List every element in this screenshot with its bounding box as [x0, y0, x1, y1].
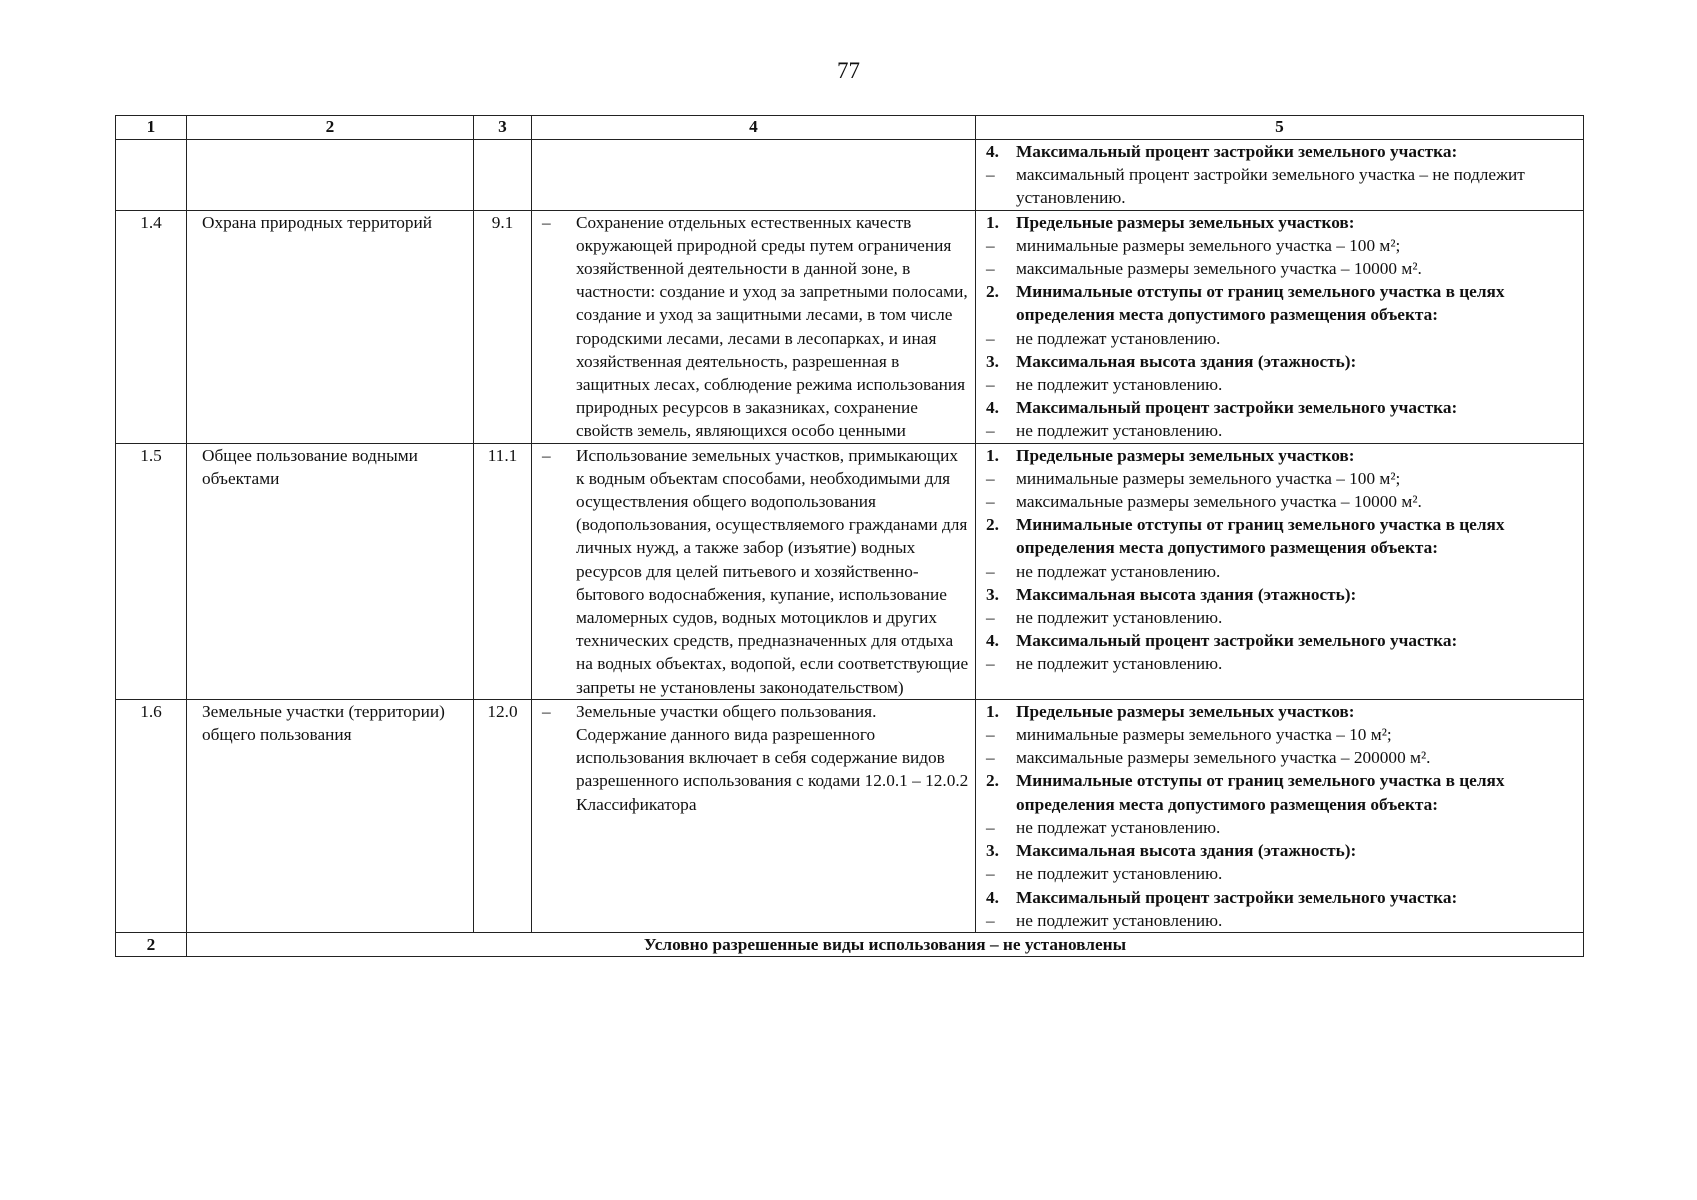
param-title: Максимальный процент застройки земельного участка:: [1016, 631, 1458, 651]
use-description: Земельные участки общего пользования. Содержание данного вида разрешенного использования включает в себя содержание видов разрешенного использования с кодами 12.0.1 – 12.0.2 Классификатора: [576, 701, 969, 814]
param-title: Максимальный процент застройки земельного участка:: [1016, 398, 1458, 418]
col-header-4: 4: [532, 116, 976, 140]
param-value: не подлежит установлению.: [1016, 864, 1223, 884]
param-title: Минимальные отступы от границ земельного участка в целях определения места допустимого размещения объекта:: [1016, 515, 1505, 558]
param-heading: [986, 513, 1583, 559]
param-value: минимальные размеры земельного участка – 100 м²;: [1016, 235, 1401, 255]
conditional-uses-text: Условно разрешенные виды использования – не установлены: [187, 932, 1584, 956]
dash-marker: –: [986, 492, 995, 512]
param-item: [986, 327, 1583, 350]
param-heading: [986, 583, 1583, 606]
table-row: [116, 443, 1584, 699]
param-heading: [986, 140, 1583, 163]
param-heading: [986, 350, 1583, 373]
use-name: Охрана природных территорий: [187, 210, 474, 443]
param-title: Максимальный процент застройки земельного участка:: [1016, 887, 1458, 907]
param-value: не подлежат установлению.: [1016, 328, 1221, 348]
param-item: [986, 234, 1583, 257]
param-item: [986, 467, 1583, 490]
param-value: минимальные размеры земельного участка – 10 м²;: [1016, 725, 1392, 745]
col-header-3: 3: [474, 116, 532, 140]
param-item: [986, 909, 1583, 932]
col-header-2: 2: [187, 116, 474, 140]
param-number: 3.: [986, 351, 999, 371]
use-code: 11.1: [474, 443, 532, 699]
param-item: [986, 560, 1583, 583]
param-value: не подлежит установлению.: [1016, 654, 1223, 674]
row-number: 1.5: [116, 443, 187, 699]
param-title: Максимальная высота здания (этажность):: [1016, 841, 1357, 861]
param-heading: [986, 444, 1583, 467]
param-number: 2.: [986, 282, 999, 302]
param-heading: [986, 396, 1583, 419]
param-heading: [986, 886, 1583, 909]
dash-marker: –: [986, 725, 995, 745]
param-value: не подлежит установлению.: [1016, 421, 1223, 441]
dash-marker: –: [986, 748, 995, 768]
param-number: 3.: [986, 841, 999, 861]
use-code: 12.0: [474, 699, 532, 932]
param-number: 3.: [986, 584, 999, 604]
param-value: максимальные размеры земельного участка – 200000 м².: [1016, 748, 1431, 768]
param-title: Максимальная высота здания (этажность):: [1016, 351, 1357, 371]
dash-marker: –: [542, 212, 551, 232]
dash-marker: –: [986, 910, 995, 930]
params-cell: [976, 699, 1584, 932]
param-number: 1.: [986, 212, 999, 232]
param-heading: [986, 211, 1583, 234]
param-item: [986, 862, 1583, 885]
param-item: [986, 490, 1583, 513]
param-item: [986, 163, 1583, 209]
params-cell: [976, 443, 1584, 699]
use-name: Земельные участки (территории) общего пользования: [187, 699, 474, 932]
conditional-uses-row: [116, 932, 1584, 956]
use-description: Сохранение отдельных естественных качеств окружающей природной среды путем ограничения хозяйственной деятельности в данной зоне, в частности: создание и уход за запретными полосами, создание и уход за защитными лесами, в том числе городскими лесами, лесами в лесопарках, и иная хозяйственная деятельность, разрешенная в защитных лесах, соблюдение режима использования природных ресурсов в заказниках, сохранение свойств земель, являющихся особо ценными: [576, 212, 968, 441]
dash-marker: –: [542, 701, 551, 721]
param-title: Предельные размеры земельных участков:: [1016, 701, 1355, 721]
dash-marker: –: [986, 328, 995, 348]
table-row: [116, 699, 1584, 932]
param-item: [986, 606, 1583, 629]
use-code: 9.1: [474, 210, 532, 443]
param-title: Максимальная высота здания (этажность):: [1016, 584, 1357, 604]
param-heading: [986, 839, 1583, 862]
dash-marker: –: [986, 259, 995, 279]
param-number: 4.: [986, 142, 999, 161]
param-item: [986, 746, 1583, 769]
param-number: 2.: [986, 515, 999, 535]
use-name: Общее пользование водными объектами: [187, 443, 474, 699]
param-number: 4.: [986, 631, 999, 651]
param-value: не подлежат установлению.: [1016, 817, 1221, 837]
param-item: [986, 723, 1583, 746]
dash-marker: –: [542, 445, 551, 465]
param-value: не подлежит установлению.: [1016, 910, 1223, 930]
use-description-cell: [532, 210, 976, 443]
dash-marker: –: [986, 817, 995, 837]
param-number: 1.: [986, 445, 999, 465]
param-value: не подлежит установлению.: [1016, 375, 1223, 395]
row-number: 1.6: [116, 699, 187, 932]
param-number: 4.: [986, 398, 999, 418]
header-row: [116, 116, 1584, 140]
dash-marker: –: [986, 235, 995, 255]
param-heading: [986, 629, 1583, 652]
param-value: максимальные размеры земельного участка – 10000 м².: [1016, 492, 1422, 512]
dash-marker: –: [986, 375, 995, 395]
param-value: не подлежат установлению.: [1016, 561, 1221, 581]
param-item: [986, 257, 1583, 280]
param-title: Минимальные отступы от границ земельного участка в целях определения места допустимого размещения объекта:: [1016, 771, 1505, 814]
param-item: [986, 816, 1583, 839]
param-title: Предельные размеры земельных участков:: [1016, 212, 1355, 232]
page-number: 77: [837, 58, 860, 83]
params-cell: [976, 210, 1584, 443]
param-value: минимальные размеры земельного участка – 100 м²;: [1016, 468, 1401, 488]
dash-marker: –: [986, 561, 995, 581]
param-number: 1.: [986, 701, 999, 721]
params-cell: [976, 140, 1584, 211]
param-value: максимальный процент застройки земельного участка – не подлежит установлению.: [1016, 165, 1525, 208]
dash-marker: –: [986, 654, 995, 674]
table-row: [116, 210, 1584, 443]
use-description-cell: [532, 699, 976, 932]
dash-marker: –: [986, 608, 995, 628]
col-header-5: 5: [976, 116, 1584, 140]
dash-marker: –: [986, 165, 995, 185]
param-title: Предельные размеры земельных участков:: [1016, 445, 1355, 465]
section-number: 2: [116, 932, 187, 956]
param-item: [986, 373, 1583, 396]
param-heading: [986, 700, 1583, 723]
row-number: 1.4: [116, 210, 187, 443]
param-title: Максимальный процент застройки земельного участка:: [1016, 142, 1458, 161]
col-header-1: 1: [116, 116, 187, 140]
use-description-cell: [532, 443, 976, 699]
param-title: Минимальные отступы от границ земельного участка в целях определения места допустимого размещения объекта:: [1016, 282, 1505, 325]
use-description: Использование земельных участков, примыкающих к водным объектам способами, необходимыми для осуществления общего водопользования (водопользования, осуществляемого гражданами для личных нужд, а также забор (изъятие) водных ресурсов для целей питьевого и хозяйственно-бытового водоснабжения, купание, использование маломерных судов, водных мотоциклов и других технических средств, предназначенных для отдыха на водных объектах, водопой, если соответствующие запреты не установлены законодательством): [576, 445, 969, 697]
param-item: [986, 419, 1583, 442]
param-heading: [986, 769, 1583, 815]
dash-marker: –: [986, 864, 995, 884]
dash-marker: –: [986, 468, 995, 488]
param-number: 2.: [986, 771, 999, 791]
land-use-table: [115, 115, 1584, 957]
dash-marker: –: [986, 421, 995, 441]
param-value: максимальные размеры земельного участка – 10000 м².: [1016, 259, 1422, 279]
param-number: 4.: [986, 887, 999, 907]
continuation-row: [116, 140, 1584, 211]
param-item: [986, 652, 1583, 675]
param-value: не подлежит установлению.: [1016, 608, 1223, 628]
param-heading: [986, 280, 1583, 326]
